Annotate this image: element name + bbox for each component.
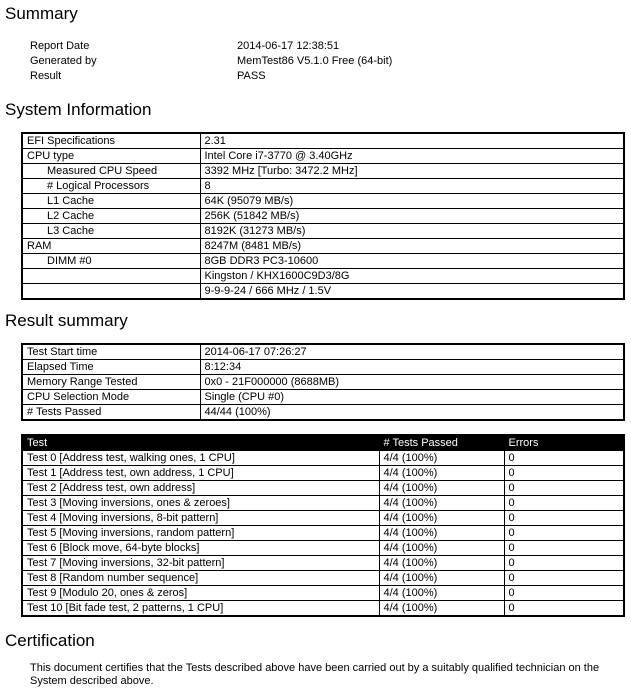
errors-cell: 0 bbox=[504, 586, 624, 601]
tests-passed-cell: 4/4 (100%) bbox=[379, 541, 504, 556]
errors-cell: 0 bbox=[504, 601, 624, 617]
test-name-cell: Test 1 [Address test, own address, 1 CPU] bbox=[22, 466, 379, 481]
summary-field-label: Result bbox=[30, 70, 62, 82]
row-label-cell: CPU Selection Mode bbox=[22, 390, 200, 405]
row-value-cell: 64K (95079 MB/s) bbox=[200, 194, 624, 209]
test-result-row bbox=[22, 511, 624, 526]
test-name-cell: Test 4 [Moving inversions, 8-bit pattern] bbox=[22, 511, 379, 526]
tests-passed-cell: 4/4 (100%) bbox=[379, 601, 504, 617]
row-value-cell: Single (CPU #0) bbox=[200, 390, 624, 405]
tests-passed-cell: 4/4 (100%) bbox=[379, 496, 504, 511]
summary-field-value: 2014-06-17 12:38:51 bbox=[237, 40, 340, 52]
system-information-row bbox=[22, 254, 624, 269]
errors-cell: 0 bbox=[504, 496, 624, 511]
result-summary-row bbox=[22, 390, 624, 405]
row-label-cell: L3 Cache bbox=[22, 224, 200, 239]
tests-passed-cell: 4/4 (100%) bbox=[379, 526, 504, 541]
row-label-cell: L1 Cache bbox=[22, 194, 200, 209]
row-value-cell: Intel Core i7-3770 @ 3.40GHz bbox=[200, 149, 624, 164]
result-summary-row bbox=[22, 344, 624, 360]
test-result-row bbox=[22, 571, 624, 586]
row-label-cell: EFI Specifications bbox=[22, 133, 200, 149]
row-label-cell: # Tests Passed bbox=[22, 405, 200, 421]
test-name-cell: Test 9 [Modulo 20, ones & zeros] bbox=[22, 586, 379, 601]
errors-cell: 0 bbox=[504, 526, 624, 541]
test-result-row bbox=[22, 466, 624, 481]
errors-cell: 0 bbox=[504, 541, 624, 556]
result-summary-row bbox=[22, 375, 624, 390]
errors-cell: 0 bbox=[504, 466, 624, 481]
system-information-row bbox=[22, 194, 624, 209]
result-summary-row bbox=[22, 405, 624, 421]
result-summary-heading: Result summary bbox=[5, 311, 128, 330]
summary-field-value: MemTest86 V5.1.0 Free (64-bit) bbox=[237, 55, 393, 67]
row-value-cell: 8247M (8481 MB/s) bbox=[200, 239, 624, 254]
summary-field-label: Report Date bbox=[30, 40, 90, 52]
test-name-cell: Test 8 [Random number sequence] bbox=[22, 571, 379, 586]
test-name-cell: Test 7 [Moving inversions, 32-bit pattern] bbox=[22, 556, 379, 571]
errors-cell: 0 bbox=[504, 571, 624, 586]
system-information-heading: System Information bbox=[5, 100, 152, 119]
system-information-table bbox=[21, 132, 625, 300]
test-result-row bbox=[22, 601, 624, 617]
system-information-row bbox=[22, 164, 624, 179]
certification-text: This document certifies that the Tests described above have been carried out by a suitably qualified technician on the System described above. bbox=[30, 662, 600, 687]
row-label-cell: L2 Cache bbox=[22, 209, 200, 224]
errors-cell: 0 bbox=[504, 481, 624, 496]
system-information-row bbox=[22, 209, 624, 224]
system-information-row bbox=[22, 269, 624, 284]
system-information-row bbox=[22, 284, 624, 300]
row-label-cell: RAM bbox=[22, 239, 200, 254]
column-header-test: Test bbox=[22, 435, 379, 451]
summary-row bbox=[30, 39, 631, 54]
row-value-cell: 2014-06-17 07:26:27 bbox=[200, 344, 624, 360]
test-result-row bbox=[22, 496, 624, 511]
column-header-tests-passed: # Tests Passed bbox=[379, 435, 504, 451]
test-result-row bbox=[22, 481, 624, 496]
row-label-cell: Test Start time bbox=[22, 344, 200, 360]
row-value-cell: 256K (51842 MB/s) bbox=[200, 209, 624, 224]
row-label-cell bbox=[22, 284, 200, 300]
test-name-cell: Test 5 [Moving inversions, random pattern] bbox=[22, 526, 379, 541]
summary-field-value: PASS bbox=[237, 70, 266, 82]
test-name-cell: Test 3 [Moving inversions, ones & zeroes] bbox=[22, 496, 379, 511]
test-result-row bbox=[22, 526, 624, 541]
system-information-row bbox=[22, 179, 624, 194]
test-results-header-row bbox=[22, 435, 624, 451]
tests-passed-cell: 4/4 (100%) bbox=[379, 451, 504, 466]
system-information-row bbox=[22, 149, 624, 164]
certification-heading: Certification bbox=[5, 631, 95, 650]
test-results-table bbox=[21, 434, 625, 617]
test-name-cell: Test 2 [Address test, own address] bbox=[22, 481, 379, 496]
system-information-row bbox=[22, 224, 624, 239]
row-value-cell: 9-9-9-24 / 666 MHz / 1.5V bbox=[200, 284, 624, 300]
test-result-row bbox=[22, 451, 624, 466]
column-header-errors: Errors bbox=[504, 435, 624, 451]
tests-passed-cell: 4/4 (100%) bbox=[379, 571, 504, 586]
tests-passed-cell: 4/4 (100%) bbox=[379, 511, 504, 526]
test-result-row bbox=[22, 556, 624, 571]
result-summary-row bbox=[22, 360, 624, 375]
errors-cell: 0 bbox=[504, 556, 624, 571]
errors-cell: 0 bbox=[504, 511, 624, 526]
row-label-cell: Memory Range Tested bbox=[22, 375, 200, 390]
tests-passed-cell: 4/4 (100%) bbox=[379, 586, 504, 601]
row-value-cell: 3392 MHz [Turbo: 3472.2 MHz] bbox=[200, 164, 624, 179]
tests-passed-cell: 4/4 (100%) bbox=[379, 481, 504, 496]
summary-fields bbox=[30, 39, 631, 84]
row-value-cell: Kingston / KHX1600C9D3/8G bbox=[200, 269, 624, 284]
tests-passed-cell: 4/4 (100%) bbox=[379, 466, 504, 481]
summary-row bbox=[30, 69, 631, 84]
row-label-cell: CPU type bbox=[22, 149, 200, 164]
summary-row bbox=[30, 54, 631, 69]
errors-cell: 0 bbox=[504, 451, 624, 466]
row-value-cell: 8192K (31273 MB/s) bbox=[200, 224, 624, 239]
system-information-row bbox=[22, 133, 624, 149]
test-name-cell: Test 6 [Block move, 64-byte blocks] bbox=[22, 541, 379, 556]
test-name-cell: Test 0 [Address test, walking ones, 1 CPU] bbox=[22, 451, 379, 466]
test-result-row bbox=[22, 541, 624, 556]
row-value-cell: 8:12:34 bbox=[200, 360, 624, 375]
tests-passed-cell: 4/4 (100%) bbox=[379, 556, 504, 571]
summary-heading: Summary bbox=[5, 4, 78, 23]
row-label-cell: DIMM #0 bbox=[22, 254, 200, 269]
summary-field-label: Generated by bbox=[30, 55, 97, 67]
row-value-cell: 2.31 bbox=[200, 133, 624, 149]
row-value-cell: 0x0 - 21F000000 (8688MB) bbox=[200, 375, 624, 390]
row-value-cell: 8GB DDR3 PC3-10600 bbox=[200, 254, 624, 269]
result-summary-table bbox=[21, 343, 625, 421]
row-label-cell: Measured CPU Speed bbox=[22, 164, 200, 179]
row-label-cell: Elapsed Time bbox=[22, 360, 200, 375]
test-result-row bbox=[22, 586, 624, 601]
test-name-cell: Test 10 [Bit fade test, 2 patterns, 1 CPU] bbox=[22, 601, 379, 617]
row-value-cell: 44/44 (100%) bbox=[200, 405, 624, 421]
row-label-cell bbox=[22, 269, 200, 284]
row-label-cell: # Logical Processors bbox=[22, 179, 200, 194]
system-information-row bbox=[22, 239, 624, 254]
row-value-cell: 8 bbox=[200, 179, 624, 194]
